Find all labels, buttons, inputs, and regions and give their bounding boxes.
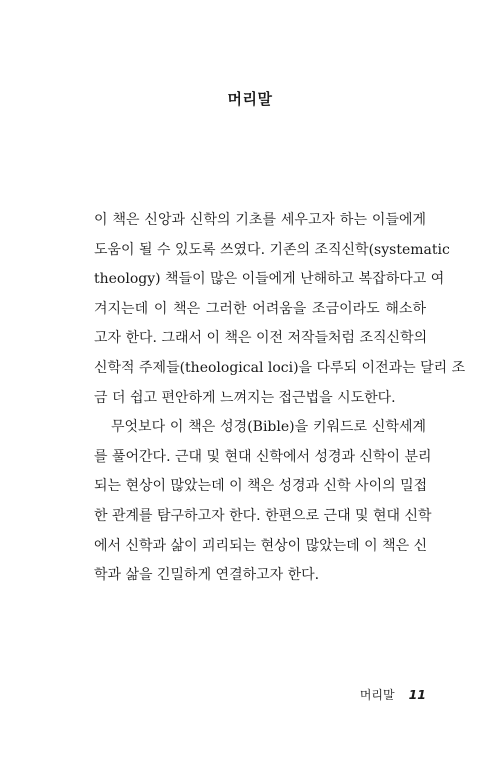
text-line: 에서 신학과 삶이 괴리되는 현상이 많았는데 이 책은 신	[94, 537, 428, 554]
text-line: 도움이 될 수 있도록 쓰였다. 기존의 조직신학(systematic	[94, 241, 450, 258]
paragraph-2	[94, 413, 432, 591]
text-line: 를 풀어간다. 근대 및 현대 신학에서 성경과 신학이 분리	[94, 448, 432, 465]
text-line: 고자 한다. 그래서 이 책은 이전 저작들처럼 조직신학의	[94, 330, 428, 347]
paragraph-1	[94, 206, 466, 413]
text-line: 금 더 쉽고 편안하게 느껴지는 접근법을 시도한다.	[94, 389, 396, 406]
body-text	[94, 206, 466, 591]
text-line: 되는 현상이 많았는데 이 책은 성경과 신학 사이의 밀접	[94, 478, 428, 495]
text-line: 무엇보다 이 책은 성경(Bible)을 키워드로 신학세계	[111, 419, 426, 436]
page-footer	[360, 686, 426, 703]
text-line: theology) 책들이 많은 이들에게 난해하고 복잡하다고 여	[94, 271, 445, 288]
text-line: 이 책은 신앙과 신학의 기초를 세우고자 하는 이들에게	[94, 212, 426, 228]
page-number: 11	[408, 687, 426, 702]
running-head: 머리말	[359, 688, 395, 702]
text-line: 학과 삶을 긴밀하게 연결하고자 한다.	[94, 567, 320, 584]
text-line: 신학적 주제들(theological loci)을 다루되 이전과는 달리 조	[94, 359, 466, 376]
page-title: 머리말	[227, 90, 273, 108]
text-line: 한 관계를 탐구하고자 한다. 한편으로 근대 및 현대 신학	[94, 507, 432, 524]
text-line: 겨지는데 이 책은 그러한 어려움을 조금이라도 해소하	[94, 300, 426, 317]
